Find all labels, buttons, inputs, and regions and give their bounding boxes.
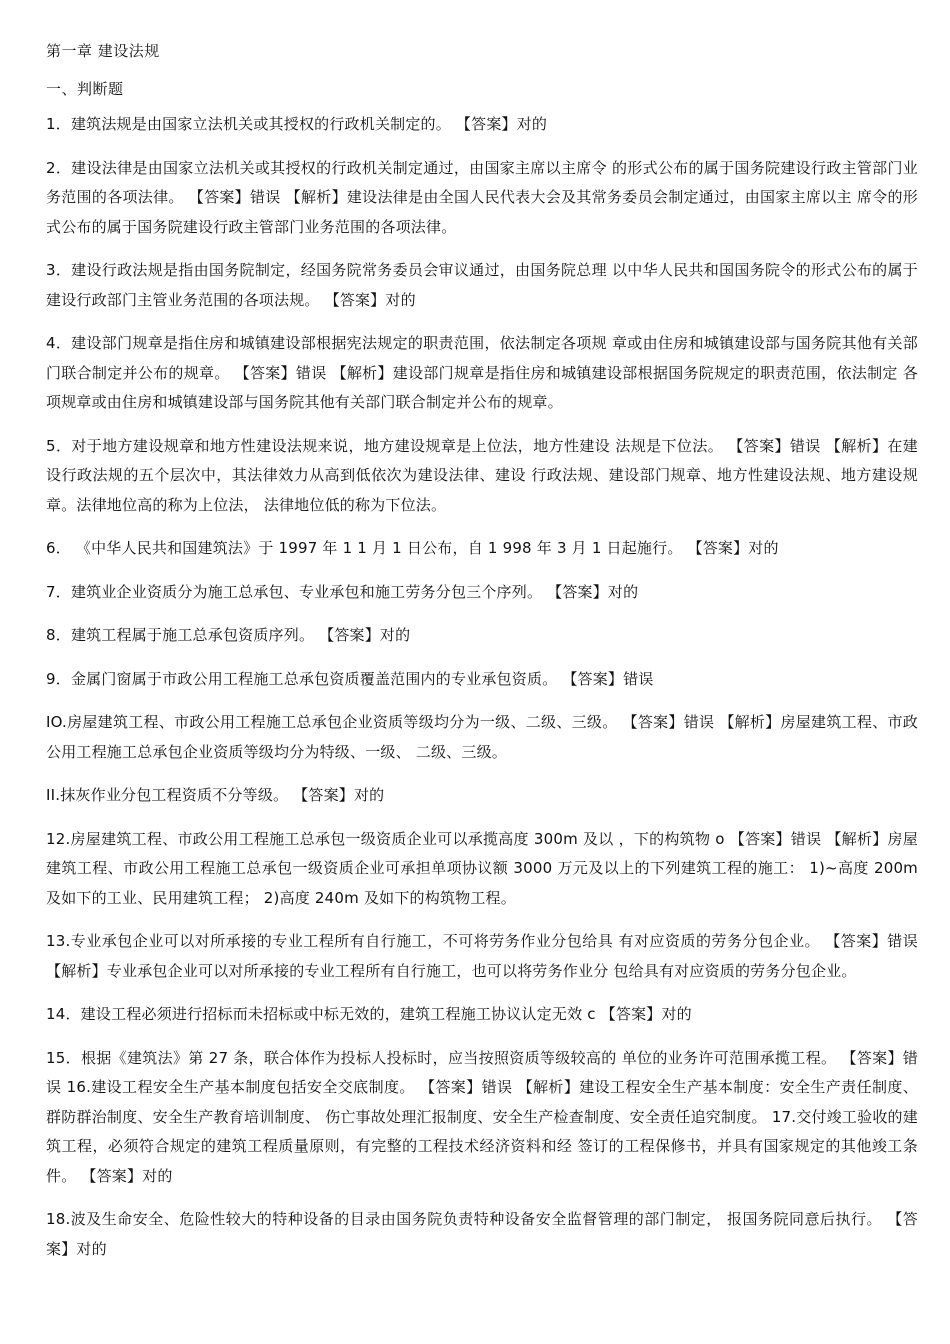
question-item-3: 3．建设行政法规是指由国务院制定，经国务院常务委员会审议通过，由国务院总理 以中华人民共和国国务院令的形式公布的属于建设行政部门主管业务范围的各项法规。 【答案】对的 [46, 261, 918, 309]
question-item-13: 13.专业承包企业可以对所承接的专业工程所有自行施工，不可将劳务作业分包给具 有对应资质的劳务分包企业。 【答案】错误 【解析】专业承包企业可以对所承接的专业工程所有自行施工，也可以将劳务作业分 包给具有对应资质的劳务分包企业。 [46, 932, 918, 980]
question-item-8: 8．建筑工程属于施工总承包资质序列。 【答案】对的 [46, 626, 411, 644]
question-item-9: 9．金属门窗属于市政公用工程施工总承包资质覆盖范围内的专业承包资质。 【答案】错误 [46, 669, 654, 688]
question-item-7: 7．建筑业企业资质分为施工总承包、专业承包和施工劳务分包三个序列。 【答案】对的 [46, 582, 639, 601]
question-item-5: 5．对于地方建设规章和地方性建设法规来说，地方建设规章是上位法，地方性建设 法规是下位法。 【答案】错误 【解析】在建设行政法规的五个层次中，其法律效力从高到低依次为建设法律、建设 行政法规、建设部门规章、地方性建设法规、地方建设规章。法律地位高的称为上位法， 法律地位低的称为下位法。 [46, 436, 918, 514]
question-item-10: IO.房屋建筑工程、市政公用工程施工总承包企业资质等级均分为一级、二级、三级。 【答案】错误 【解析】房屋建筑工程、市政公用工程施工总承包企业资质等级均分为特级、一级、 二级、三级。 [46, 713, 918, 761]
question-item-11: II.抹灰作业分包工程资质不分等级。 【答案】对的 [46, 786, 385, 804]
question-item-15-17: 15．根据《建筑法》第 27 条，联合体作为投标人投标时，应当按照资质等级较高的 单位的业务许可范围承揽工程。 【答案】错误 16.建设工程安全生产基本制度包括安全交底制度。 【答案】错误 【解析】建设工程安全生产基本制度：安全生产责任制度、群防群治制度、安全生产教育培训制度、 伤亡事故处理汇报制度、安全生产检查制度、安全责任追究制度。 17.交付竣工验收的建筑工程，必须符合规定的建筑工程质量原则，有完整的工程技术经济资料和经 签订的工程保修书，并具有国家规定的其他竣工条件。 【答案】对的 [46, 1048, 918, 1185]
question-item-18: 18.波及生命安全、危险性较大的特种设备的目录由国务院负责特种设备安全监督管理的部门制定， 报国务院同意后执行。 【答案】对的 [46, 1210, 918, 1258]
question-item-4: 4．建设部门规章是指住房和城镇建设部根据宪法规定的职责范围，依法制定各项规 章或由住房和城镇建设部与国务院其他有关部门联合制定并公布的规章。 【答案】错误 【解析】建设部门规章是指住房和城镇建设部根据国务院规定的职责范围，依法制定 各项规章或由住房和城镇建设部与国务院其他有关部门联合制定并公布的规章。 [46, 334, 918, 411]
question-item-12: 12.房屋建筑工程、市政公用工程施工总承包一级资质企业可以承揽高度 300m 及以 ，下的构筑物 o 【答案】错误 【解析】房屋建筑工程、市政公用工程施工总承包一级资质企业可承担单项协议额 3000 万元及以上的下列建筑工程的施工： 1)~高度 200m 及如下的工业、民用建筑工程； 2)高度 240m 及如下的构筑物工程。 [46, 829, 918, 907]
question-item-2: 2．建设法律是由国家立法机关或其授权的行政机关制定通过，由国家主席以主席令 的形式公布的属于国务院建设行政主管部门业务范围的各项法律。 【答案】错误 【解析】建设法律是由全国人民代表大会及其常务委员会制定通过，由国家主席以主 席令的形式公布的属于国务院建设行政主管部门业务范围的各项法律。 [46, 158, 918, 236]
question-item-1: 1．建筑法规是由国家立法机关或其授权的行政机关制定的。 【答案】对的 [46, 115, 548, 133]
question-item-6: 6． 《中华人民共和国建筑法》于 1997 年 1 1 月 1 日公布，自 1 998 年 3 月 1 日起施行。 【答案】对的 [46, 539, 779, 557]
section-title: 一、判断题 [46, 80, 124, 98]
document-page [46, 36, 918, 1278]
chapter-title: 第一章 建设法规 [46, 42, 160, 60]
question-item-14: 14．建设工程必须进行招标而未招标或中标无效的，建筑工程施工协议认定无效 c 【答案】对的 [46, 1005, 692, 1023]
